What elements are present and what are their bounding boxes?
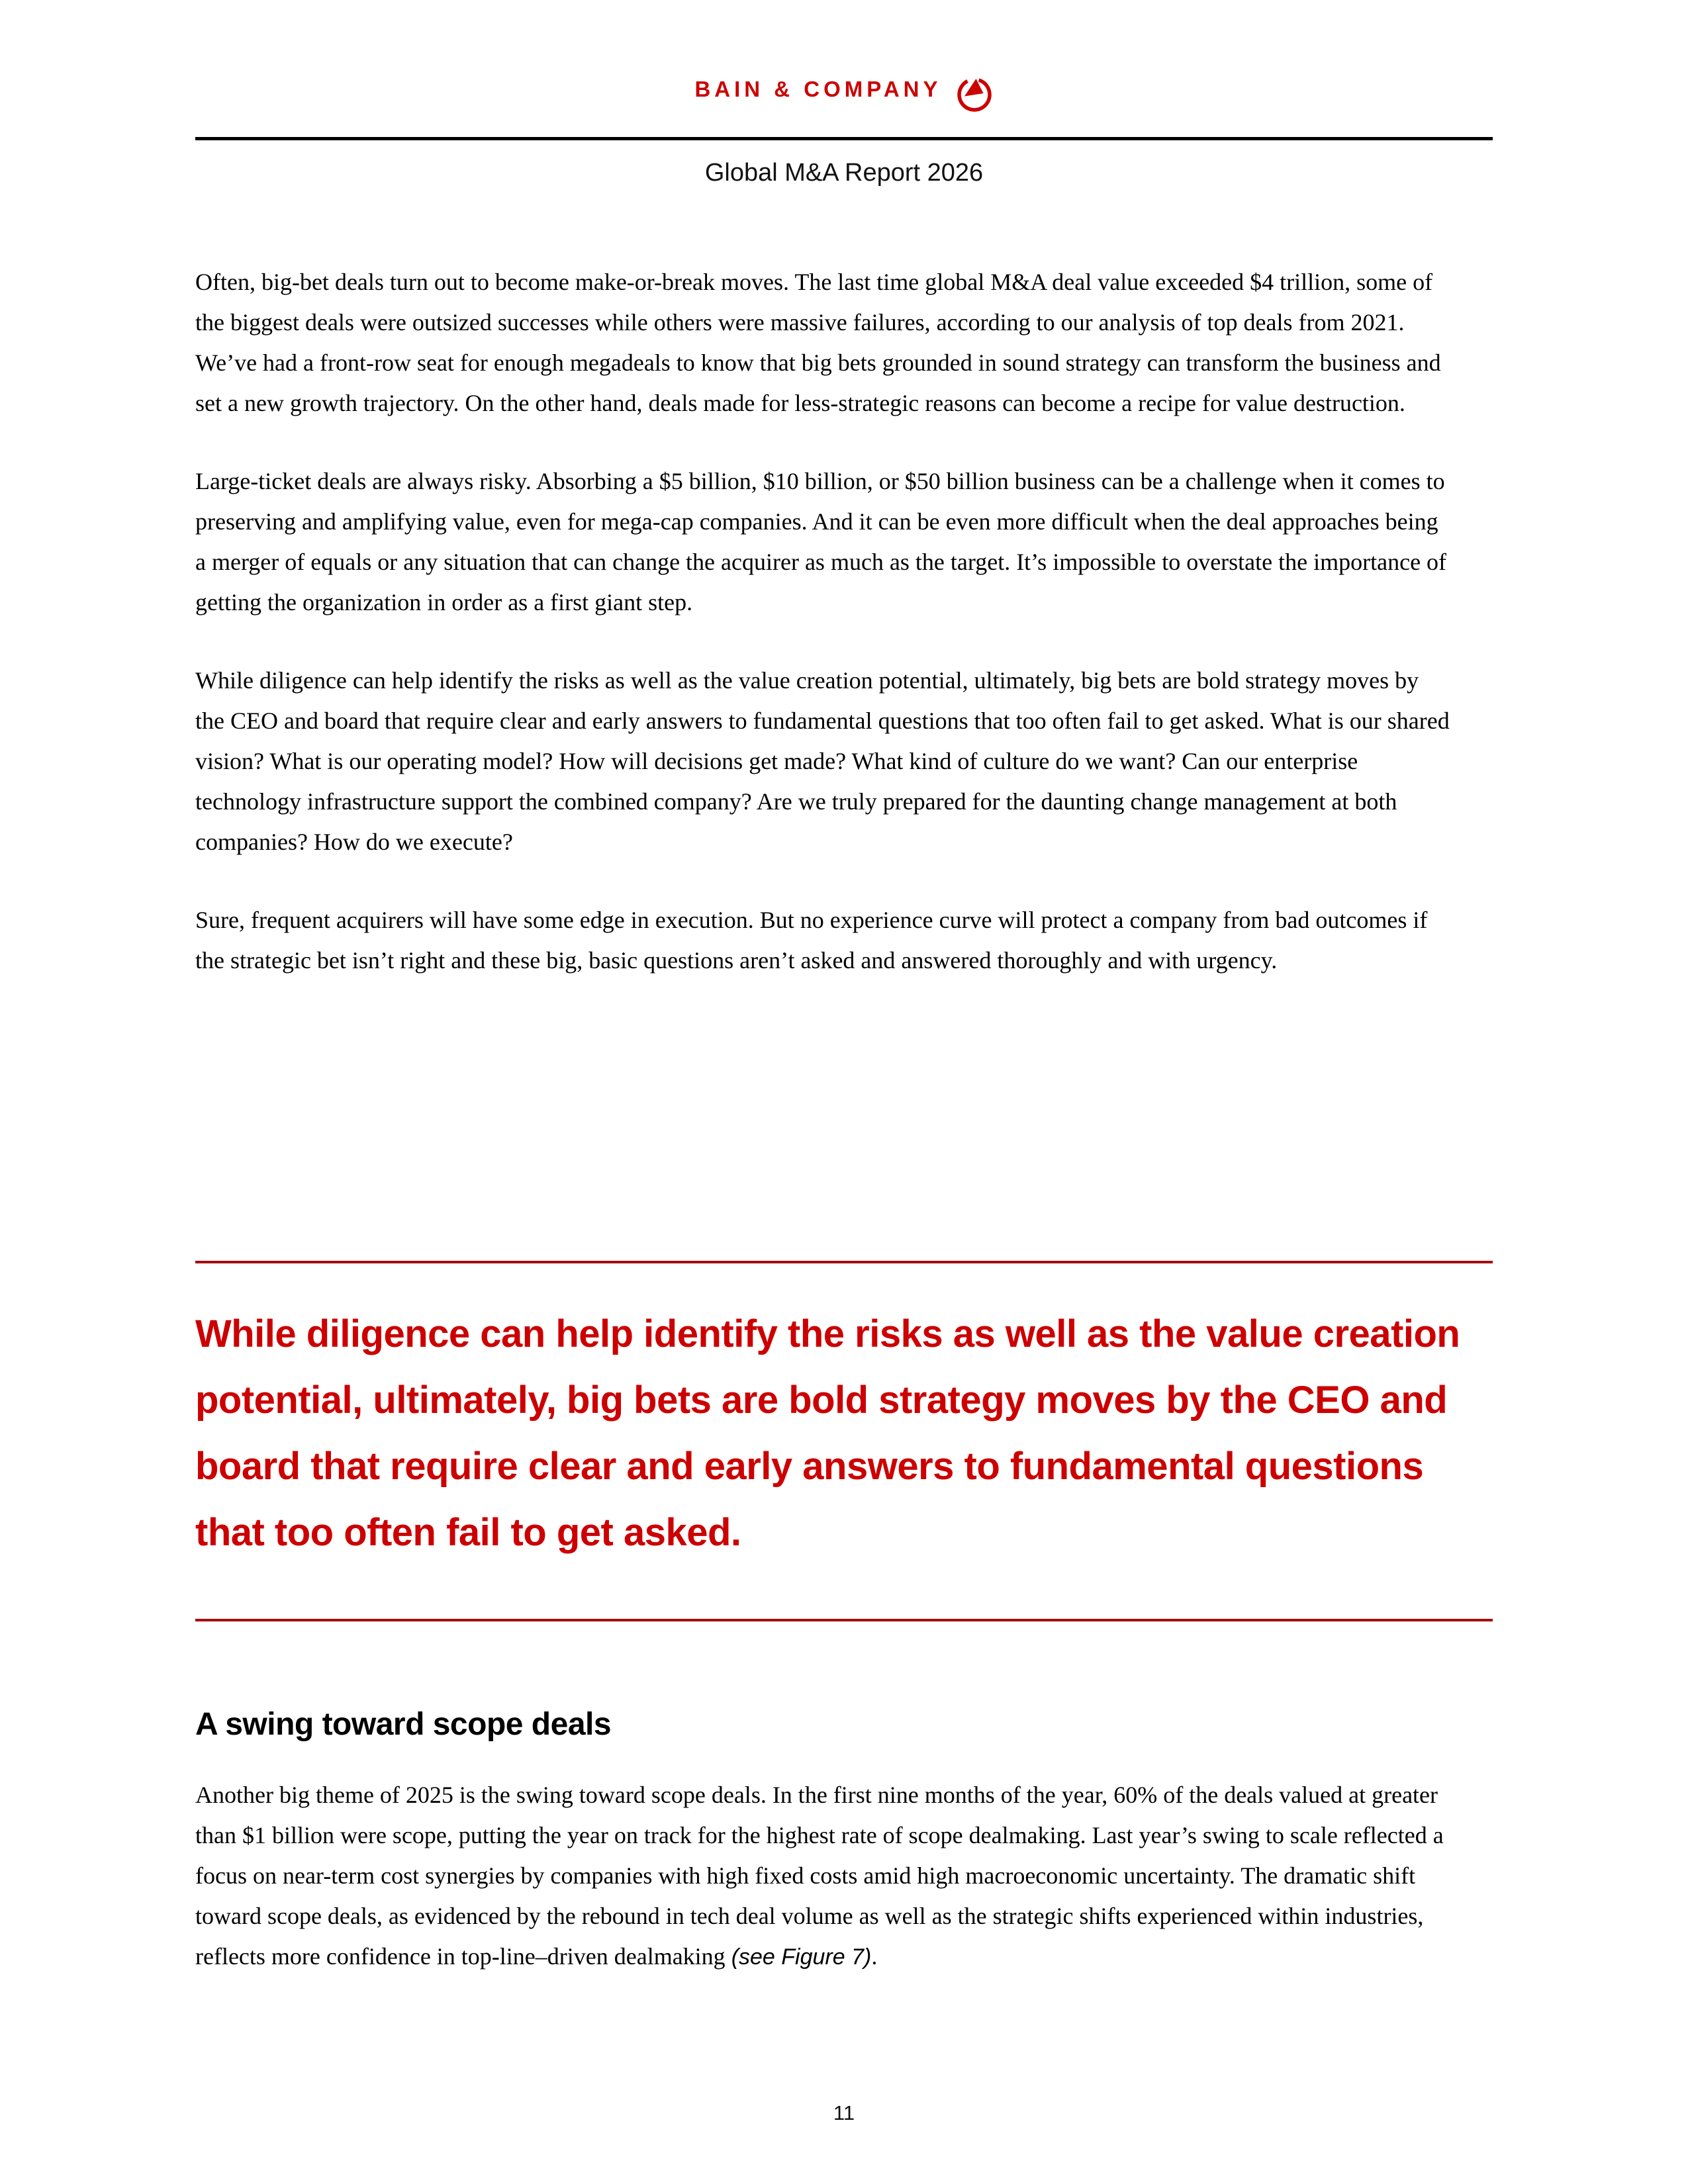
bain-compass-icon — [955, 74, 994, 113]
body-paragraph: While diligence can help identify the risks as well as the value creation potential, ultimately, big bets are bold strategy moves by the CEO and board that require clear and early answers to fundamental questions that too often fail to get asked. What is our shared vision? What is our operating model? How will decisions get made? What kind of culture do we want? Can our enterprise technology infrastructure support the combined company? Are we truly prepared for the daunting change management at both companies? How do we execute? — [195, 667, 1450, 855]
report-title: Global M&A Report 2026 — [704, 159, 984, 187]
body-paragraph: Often, big-bet deals turn out to become make-or-break moves. The last time global M&A deal value exceeded $4 trillion, some of the biggest deals were outsized successes while others were massive failures, according to our analysis of top deals from 2021. We’ve had a front-row seat for enough megadeals to know that big bets grounded in sound strategy can transform the business and set a new growth trajectory. On the other hand, deals made for less-strategic reasons can become a recipe for value destruction. — [195, 269, 1441, 416]
pull-quote: While diligence can help identify the risks as well as the value creation potential, ultimately, big bets are bold strategy moves by the CEO and board that require clear and early answers to fundamental questions that too often fail to get asked. — [195, 1312, 1460, 1554]
section-paragraph-period: . — [871, 1943, 878, 1970]
pull-quote-divider-top — [195, 1261, 1493, 1263]
body-paragraph: Large-ticket deals are always risky. Absorbing a $5 billion, $10 billion, or $50 billion business can be a challenge when it comes to preserving and amplifying value, even for mega-cap companies. And it can be even more difficult when the deal approaches being a merger of equals or any situation that can change the acquirer as much as the target. It’s impossible to overstate the importance of getting the organization in order as a first giant step. — [195, 468, 1447, 615]
body-paragraph: Sure, frequent acquirers will have some edge in execution. But no experience curve will protect a company from bad outcomes if the strategic bet isn’t right and these big, basic questions aren’t asked and answered thoroughly and with urgency. — [195, 907, 1428, 974]
page-number: 11 — [833, 2101, 855, 2124]
section-paragraph-text: Another big theme of 2025 is the swing toward scope deals. In the first nine months of the year, 60% of the deals valued at greater than $1 billion were scope, putting the year on track for the highest rate of scope dealmaking. Last year’s swing to scale reflected a focus on near-term cost synergies by companies with high fixed costs amid high macroeconomic uncertainty. The dramatic shift toward scope deals, as evidenced by the rebound in tech deal volume as well as the strategic shifts experienced within industries, reflects more confidence in top-line–driven dealmaking — [195, 1782, 1444, 1970]
pull-quote-divider-bottom — [195, 1619, 1493, 1621]
figure-reference: (see Figure 7) — [731, 1944, 872, 1970]
bain-logo-wordmark: BAIN & COMPANY — [694, 77, 942, 101]
bain-logo — [0, 74, 1688, 113]
section-heading: A swing toward scope deals — [195, 1706, 612, 1742]
body-text-block — [195, 262, 1453, 1019]
header-divider — [195, 137, 1493, 140]
section-paragraph — [195, 1775, 1453, 1978]
